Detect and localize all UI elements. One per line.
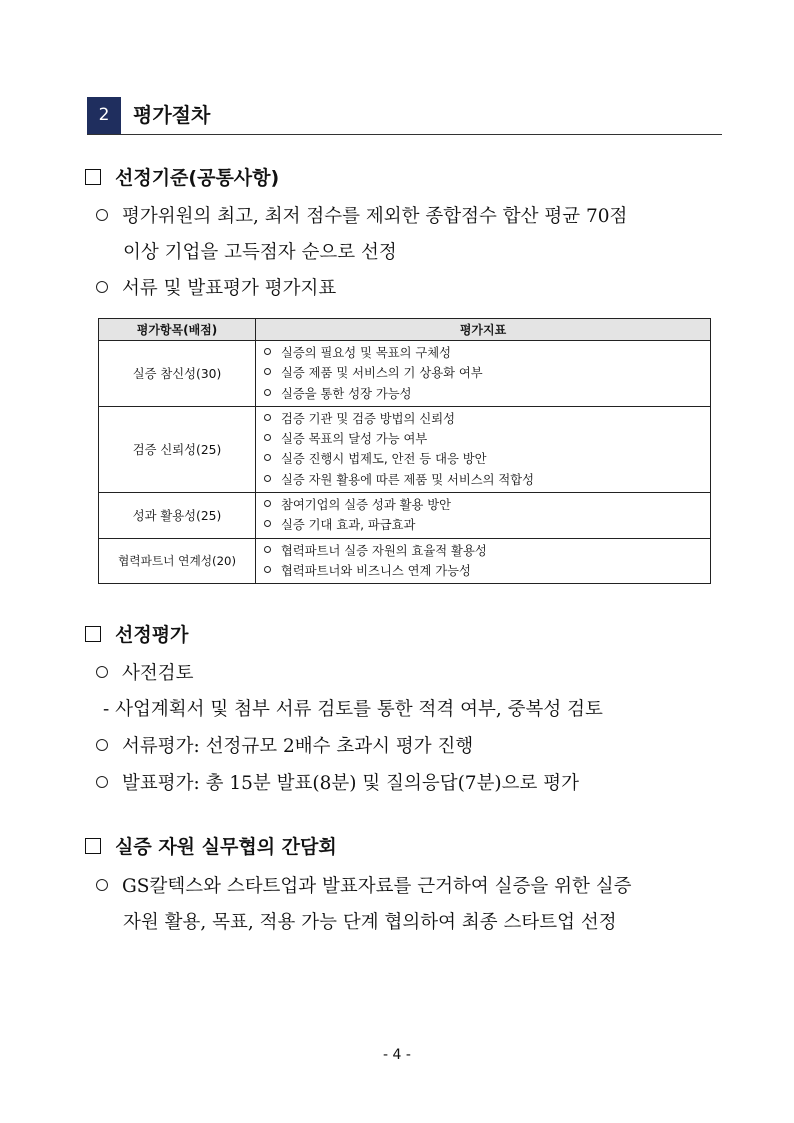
selection-item-1: 사전검토 — [96, 661, 193, 687]
table-cell-category: 검증 신뢰성(25) — [99, 406, 256, 492]
small-circle-bullet-icon — [264, 546, 271, 553]
circle-bullet-icon — [96, 776, 108, 788]
selection-heading: 선정평가 — [85, 622, 188, 648]
criteria-item-2: 서류 및 발표평가 평가지표 — [96, 276, 336, 302]
checkbox-square-icon — [85, 169, 101, 185]
circle-bullet-icon — [96, 281, 108, 293]
indicator-item: 실증 진행시 법제도, 안전 등 대응 방안 — [264, 449, 702, 469]
indicator-item: 검증 기관 및 검증 방법의 신뢰성 — [264, 409, 702, 429]
small-circle-bullet-icon — [264, 475, 271, 482]
small-circle-bullet-icon — [264, 520, 271, 527]
table-cell-category: 협력파트너 연계성(20) — [99, 538, 256, 584]
small-circle-bullet-icon — [264, 454, 271, 461]
indicator-item: 실증 기대 효과, 파급효과 — [264, 515, 702, 535]
meeting-heading: 실증 자원 실무협의 간담회 — [85, 834, 337, 860]
page-number: - 4 - — [383, 1047, 411, 1063]
table-row — [99, 406, 711, 492]
table-row — [99, 538, 711, 584]
indicator-item: 실증 자원 활용에 따른 제품 및 서비스의 적합성 — [264, 470, 702, 490]
circle-bullet-icon — [96, 666, 108, 678]
indicator-item: 협력파트너 실증 자원의 효율적 활용성 — [264, 541, 702, 561]
table-header-row — [99, 319, 711, 341]
selection-sub-item: - 사업계획서 및 첨부 서류 검토를 통한 적격 여부, 중복성 검토 — [103, 699, 603, 720]
circle-bullet-icon — [96, 739, 108, 751]
table-header-category: 평가항목(배점) — [99, 319, 256, 341]
indicator-item: 실증을 통한 성장 가능성 — [264, 384, 702, 404]
section-title: 평가절차 — [133, 103, 211, 127]
checkbox-square-icon — [85, 838, 101, 854]
table-cell-indicators — [256, 341, 711, 407]
table-cell-indicators — [256, 493, 711, 539]
indicator-item: 협력파트너와 비즈니스 연계 가능성 — [264, 561, 702, 581]
table-cell-category: 실증 참신성(30) — [99, 341, 256, 407]
indicator-item: 실증의 필요성 및 목표의 구체성 — [264, 343, 702, 363]
table-row — [99, 341, 711, 407]
small-circle-bullet-icon — [264, 368, 271, 375]
circle-bullet-icon — [96, 879, 108, 891]
table-header-indicator: 평가지표 — [256, 319, 711, 341]
table-cell-indicators — [256, 538, 711, 584]
circle-bullet-icon — [96, 209, 108, 221]
section-number: 2 — [87, 97, 121, 134]
criteria-item-1: 평가위원의 최고, 최저 점수를 제외한 종합점수 합산 평균 70점 — [96, 204, 627, 230]
criteria-item-1-cont: 이상 기업을 고득점자 순으로 선정 — [123, 242, 397, 263]
small-circle-bullet-icon — [264, 389, 271, 396]
small-circle-bullet-icon — [264, 500, 271, 507]
selection-item-3: 발표평가: 총 15분 발표(8분) 및 질의응답(7분)으로 평가 — [96, 771, 579, 797]
small-circle-bullet-icon — [264, 348, 271, 355]
meeting-item-1: GS칼텍스와 스타트업과 발표자료를 근거하여 실증을 위한 실증 — [96, 874, 632, 900]
meeting-item-1-cont: 자원 활용, 목표, 적용 가능 단계 협의하여 최종 스타트업 선정 — [123, 912, 617, 933]
indicator-item: 참여기업의 실증 성과 활용 방안 — [264, 495, 702, 515]
small-circle-bullet-icon — [264, 414, 271, 421]
section-header — [87, 97, 722, 135]
indicator-item: 실증 목표의 달성 가능 여부 — [264, 429, 702, 449]
criteria-heading: 선정기준(공통사항) — [85, 165, 279, 191]
checkbox-square-icon — [85, 626, 101, 642]
table-cell-category: 성과 활용성(25) — [99, 493, 256, 539]
table-row — [99, 493, 711, 539]
indicator-item: 실증 제품 및 서비스의 기 상용화 여부 — [264, 363, 702, 383]
selection-item-2: 서류평가: 선정규모 2배수 초과시 평가 진행 — [96, 734, 473, 760]
small-circle-bullet-icon — [264, 566, 271, 573]
small-circle-bullet-icon — [264, 434, 271, 441]
table-cell-indicators — [256, 406, 711, 492]
evaluation-table — [98, 318, 711, 584]
